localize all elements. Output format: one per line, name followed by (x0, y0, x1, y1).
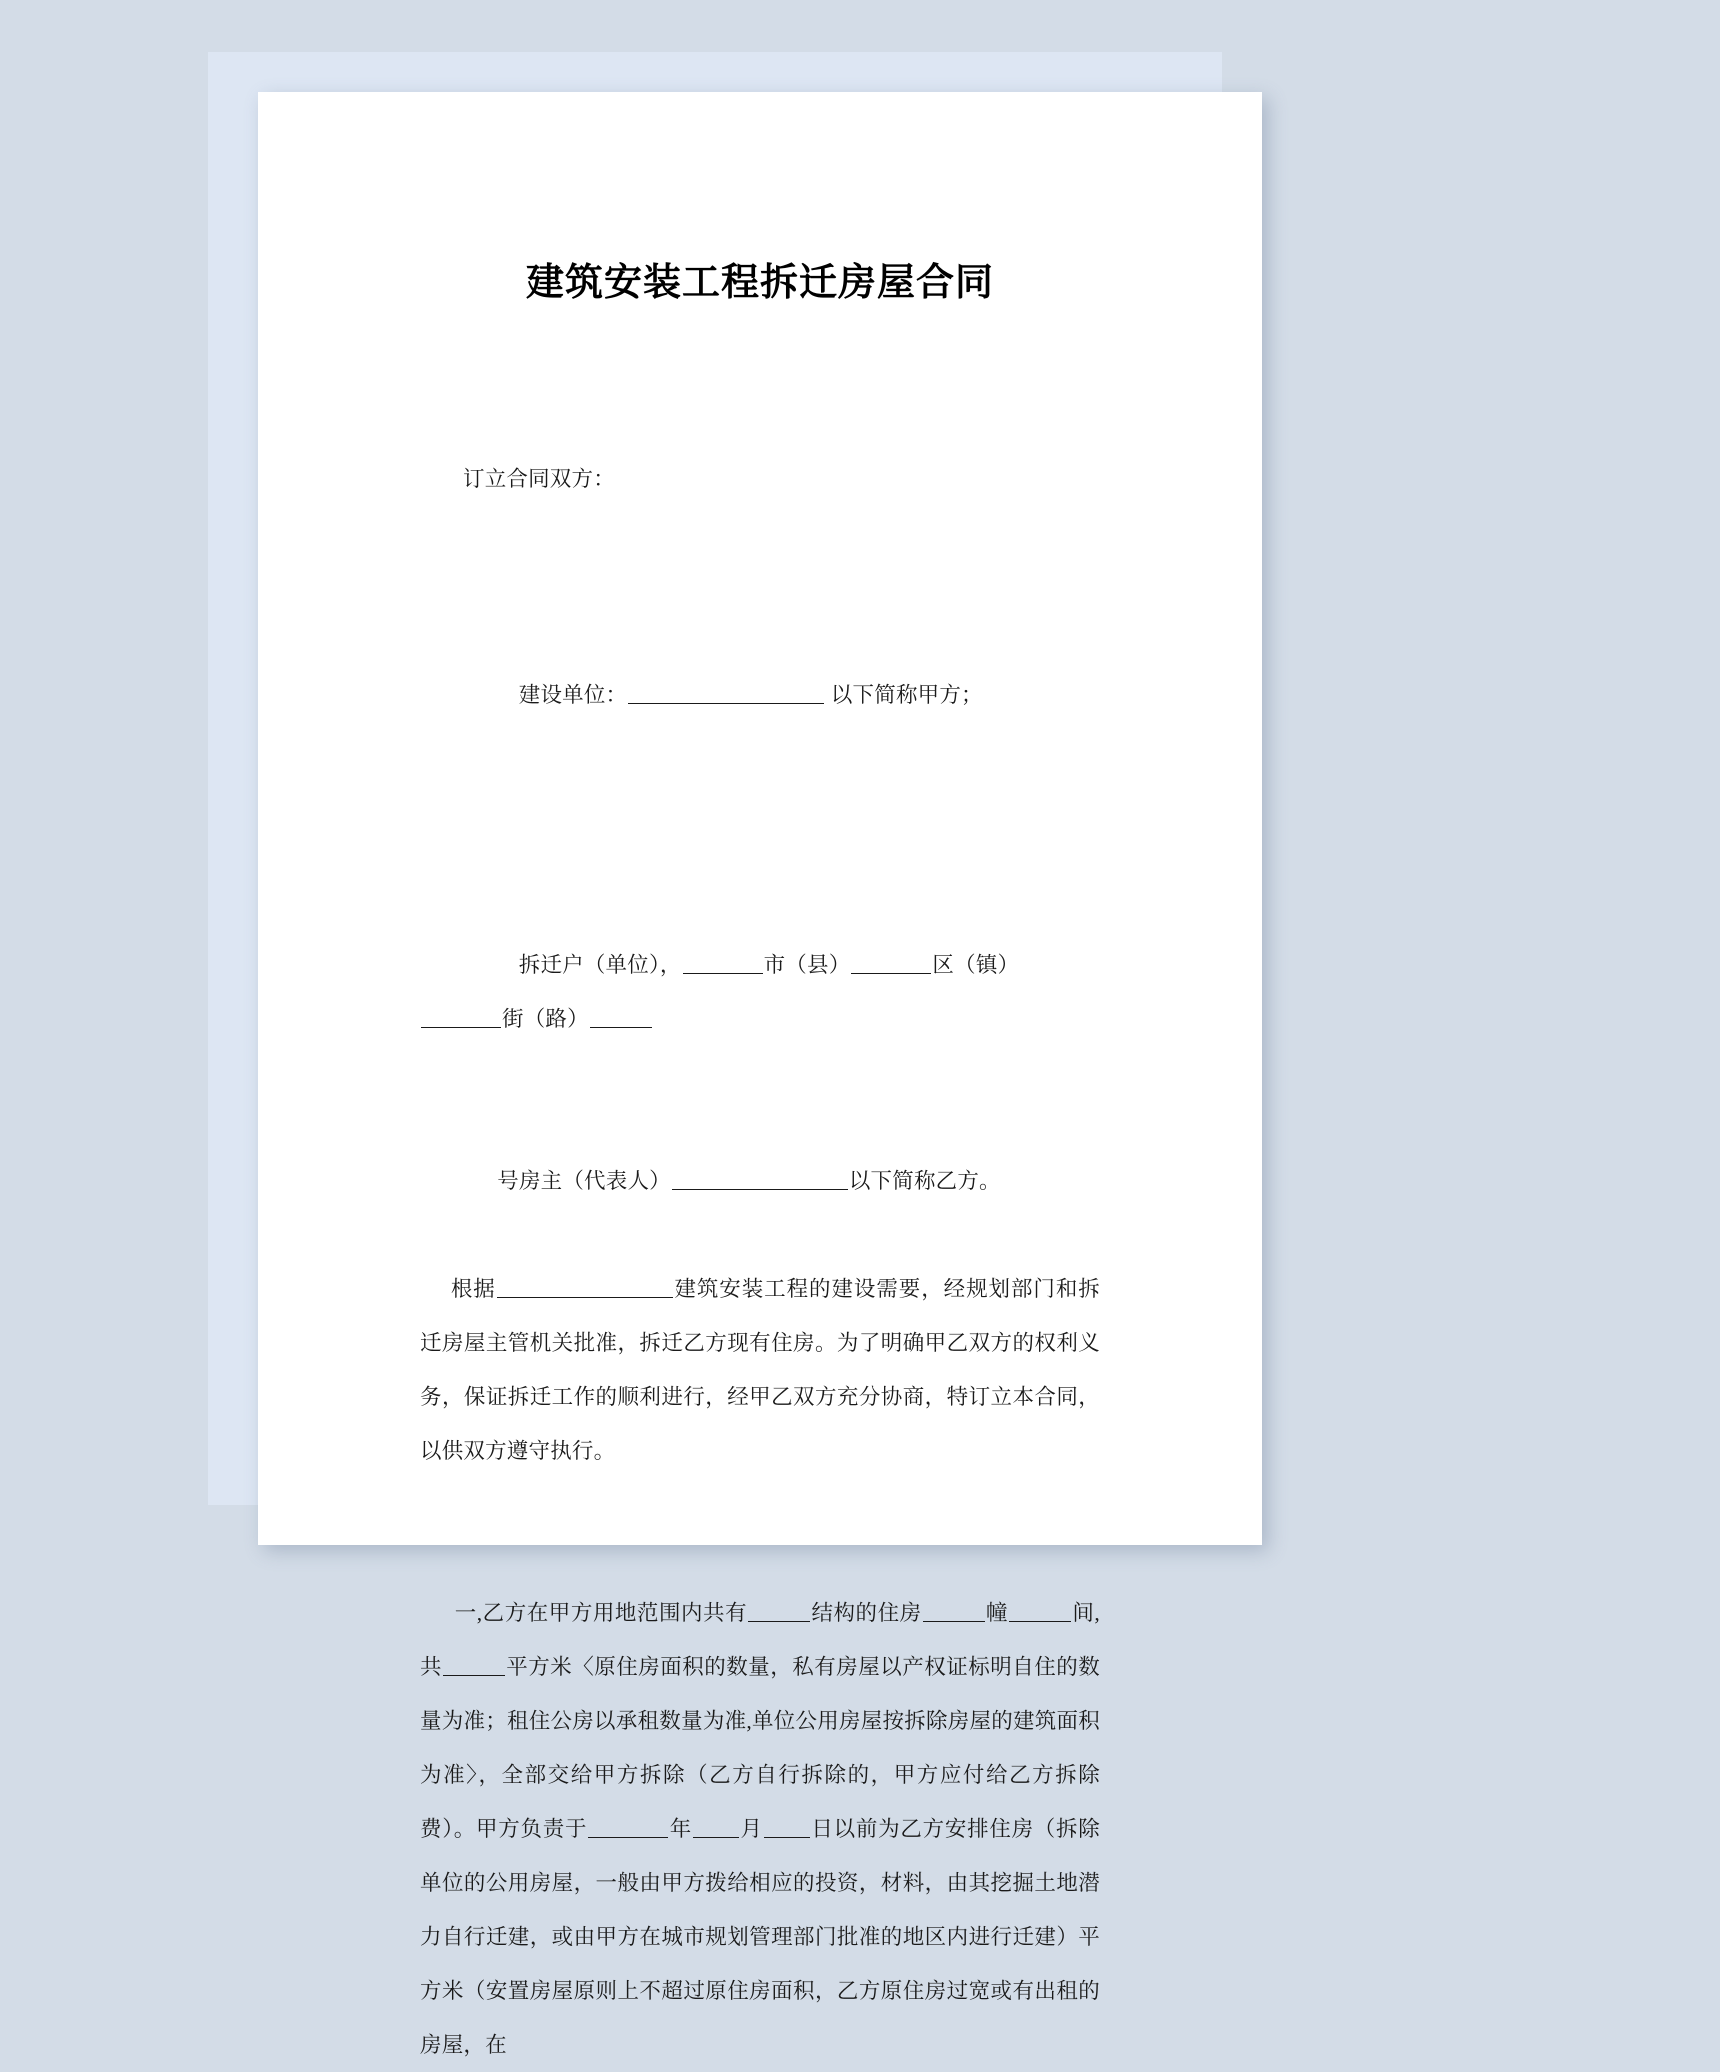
house-owner-suffix: 以下简称乙方。 (848, 1169, 1001, 1193)
area-blank[interactable] (443, 1652, 505, 1676)
spacer (420, 506, 1100, 614)
spacer (420, 1478, 1100, 1586)
demolition-household-prefix: 拆迁户（单位）， (518, 953, 682, 977)
basis-prefix: 根据 (450, 1277, 496, 1301)
page-content (258, 92, 1262, 2057)
house-number-blank[interactable] (590, 1004, 652, 1028)
article-one-day: 日以前为乙方安排住房（拆除单位的公用房屋，一般由甲方拨给相应的投资，材料，由其挖掘土地潜力自行迁建，或由甲方在城市规划管理部门批准的地区内进行迁建）平方米（安置房屋原则上不超过原住房面积，乙方原住房过宽或有出租的房屋，在 (420, 1817, 1100, 2057)
house-owner-line (420, 1100, 1100, 1262)
article-one-prefix: 一,乙方在甲方用地范围内共有 (454, 1601, 748, 1625)
demolition-household-line (420, 884, 1100, 1100)
parties-heading: 订立合同双方： (463, 467, 615, 491)
construction-unit-suffix: 以下简称甲方； (830, 683, 983, 707)
page-title: 建筑安装工程拆迁房屋合同 (525, 260, 994, 304)
structure-blank[interactable] (748, 1598, 810, 1622)
basis-body: 建筑安装工程的建设需要，经规划部门和拆迁房屋主管机关批准，拆迁乙方现有住房。为了明确甲乙双方的权利义务，保证拆迁工作的顺利进行，经甲乙双方充分协商，特订立本合同，以供双方遵守执行。 (420, 1277, 1100, 1463)
article-one-d: 平方米〈原住房面积的数量，私有房屋以产权证标明自住的数量为准；租住公房以承租数量为准,单位公用房屋按拆除房屋的建筑面积为准〉，全部交给甲方拆除（乙方自行拆除的，甲方应付给乙方拆除费）。甲方负责于 (420, 1655, 1100, 1841)
year-blank[interactable] (588, 1814, 668, 1838)
article-one-b: 幢 (985, 1601, 1009, 1625)
district-town-label: 区（镇） (932, 953, 1020, 977)
construction-unit-line (420, 614, 1100, 776)
city-blank[interactable] (683, 950, 763, 974)
construction-unit-label: 建设单位： (518, 683, 628, 707)
article-one-a: 结构的住房 (811, 1601, 922, 1625)
city-county-label: 市（县） (763, 953, 851, 977)
basis-paragraph (420, 1262, 1100, 1478)
district-blank[interactable] (851, 950, 931, 974)
month-blank[interactable] (693, 1814, 739, 1838)
street-blank[interactable] (421, 1004, 501, 1028)
house-owner-label: 号房主（代表人） (497, 1169, 671, 1193)
spacer (420, 776, 1100, 884)
article-one-year: 年 (669, 1817, 693, 1841)
house-owner-blank[interactable] (672, 1166, 848, 1190)
building-count-blank[interactable] (923, 1598, 985, 1622)
article-one-c: 间,共 (420, 1601, 1100, 1679)
article-one-paragraph (420, 1586, 1100, 2072)
construction-unit-blank[interactable] (628, 680, 824, 704)
room-count-blank[interactable] (1009, 1598, 1071, 1622)
article-one-month: 月 (740, 1817, 763, 1841)
document-body (420, 452, 1100, 2072)
document-page (258, 92, 1262, 2057)
day-blank[interactable] (764, 1814, 810, 1838)
street-road-label: 街（路） (502, 1007, 589, 1031)
basis-blank[interactable] (497, 1274, 673, 1298)
